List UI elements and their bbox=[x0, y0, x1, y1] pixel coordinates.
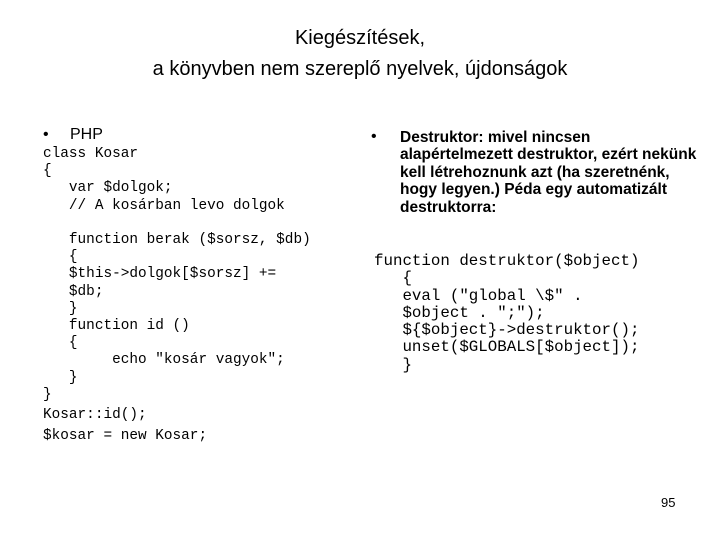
page-number: 95 bbox=[661, 495, 676, 510]
right-description: Destruktor: mivel nincsen alapértelmezett destruktor, ezért nekünk kell létrehoznunk azt (ha szeretnénk, hogy legyen.) Péda egy automatizált destruktorra: bbox=[400, 129, 697, 216]
left-bullet-icon: • bbox=[43, 126, 49, 143]
slide-title-line-1: Kiegészítések, bbox=[294, 27, 426, 49]
left-bullet-label: PHP bbox=[70, 126, 103, 143]
bottom-code-block: Kosar::id(); $kosar = new Kosar; bbox=[43, 407, 208, 444]
left-code-block: class Kosar { var $dolgok; // A kosárban levo dolgok function berak ($sorsz, $db) { $this->dolgok[$sorsz] += $db; } function id () { echo "kosár vagyok"; } } bbox=[43, 146, 311, 403]
right-bullet-icon: • bbox=[371, 128, 377, 145]
slide-title-line-2: a könyvben nem szereplő nyelvek, újdonságok bbox=[152, 58, 568, 80]
right-code-block: function destruktor($object) { eval ("global \$" . $object . ";"); ${$object}->destruktor(); unset($GLOBALS[$object]); } bbox=[374, 252, 640, 374]
